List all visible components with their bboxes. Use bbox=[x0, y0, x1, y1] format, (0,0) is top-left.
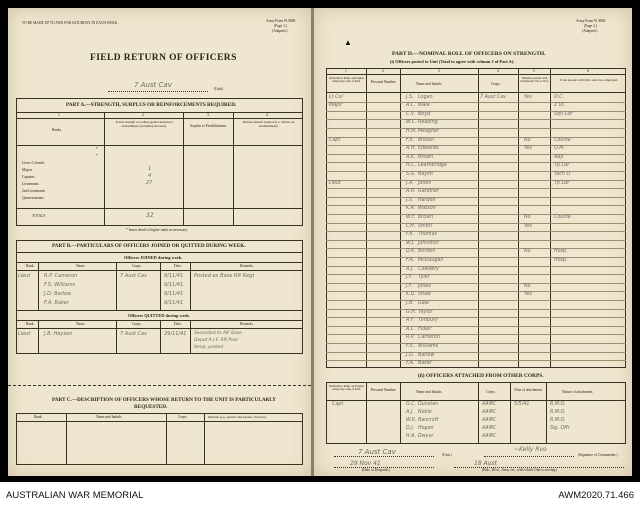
col-header: Remarks. bbox=[240, 264, 254, 268]
posted-value: 4 bbox=[148, 173, 152, 179]
joined-name: R.P. Cameron bbox=[44, 273, 78, 279]
officer-rank: Lieut bbox=[329, 180, 341, 186]
col-header-reinforcements: Reinforcements required (i.e. deficits on establishment). bbox=[242, 120, 295, 128]
officer-present: No bbox=[524, 214, 531, 220]
attached-nature: R.M.O. bbox=[550, 410, 566, 415]
officer-name: Tyler bbox=[418, 275, 430, 281]
officer-employed: Q.M. bbox=[554, 146, 565, 152]
officer-name: Brown bbox=[418, 214, 434, 220]
unit-label: (Unit.) bbox=[442, 453, 452, 457]
officer-initials: F.S. bbox=[406, 343, 415, 349]
where-label: (Bde., Divn., Area, etc., with which Unit is serving.) bbox=[482, 468, 558, 472]
quitted-corps: 7 Aust Cav bbox=[120, 331, 148, 337]
joined-date: 9/11/41 bbox=[164, 291, 184, 297]
officer-initials: J.S. bbox=[406, 197, 414, 203]
attached-initials: A.J. bbox=[406, 410, 414, 415]
part-d-sub-ii: (ii) OFFICERS ATTACHED FROM OTHER CORPS. bbox=[418, 373, 544, 379]
officer-name: Baylin bbox=[418, 171, 433, 177]
officer-present: Yes bbox=[524, 223, 532, 229]
attached-nature: Sig. Offr bbox=[550, 426, 570, 431]
attached-initials: W.K. bbox=[406, 418, 417, 423]
officer-present: Yes bbox=[524, 94, 532, 100]
star-marker: * bbox=[96, 154, 98, 158]
officer-name: Cowdery bbox=[418, 266, 440, 272]
col-header: Corps. bbox=[486, 390, 496, 394]
officer-name: Boyd bbox=[418, 111, 431, 117]
footer-unit: 7 Aust Cav bbox=[358, 448, 396, 456]
officer-initials: H.C. bbox=[406, 163, 417, 169]
officer-employed: Hosp. bbox=[554, 249, 568, 255]
officer-initials: A.L. bbox=[406, 326, 416, 332]
col-header: Rank. bbox=[26, 264, 35, 268]
attached-corps: AAMC bbox=[482, 410, 497, 415]
footnote: * Insert detail of higher ranks as necessary. bbox=[126, 228, 188, 232]
date-handwritten: 29 Nov 41 bbox=[350, 460, 381, 467]
header-note: TO BE MADE UP TO AND FOR SATURDAY IN EACH WEEK. bbox=[22, 21, 119, 25]
officer-employed: 2 I/C bbox=[554, 103, 565, 109]
army-form: Army Form W.3008. bbox=[266, 19, 296, 23]
officer-initials: J.F. bbox=[406, 283, 413, 289]
joined-remarks: Posted ex Base Rft Regt bbox=[194, 273, 255, 279]
officer-initials: J.F. bbox=[406, 275, 413, 281]
part-d-heading: PART D.—NOMINAL ROLL OF OFFICERS ON STRENGTH. bbox=[392, 51, 546, 57]
footer-source: AUSTRALIAN WAR MEMORIAL bbox=[6, 490, 144, 501]
officer-initials: G.H. bbox=[406, 309, 417, 315]
officer-name: Logan bbox=[418, 94, 433, 100]
officer-initials: A.K. bbox=[406, 154, 416, 160]
joined-name: F.A. Baker bbox=[44, 300, 70, 306]
officer-initials: H.M. bbox=[406, 128, 417, 134]
officer-present: No bbox=[524, 137, 531, 143]
officer-name: Fuller bbox=[418, 326, 432, 332]
cut-line bbox=[8, 385, 311, 386]
officer-initials: K.D. bbox=[406, 292, 416, 298]
officer-name: Taylor bbox=[418, 309, 433, 315]
col-header: Name and Initials. bbox=[96, 415, 123, 419]
rank-row: Quartermasters bbox=[22, 196, 44, 200]
part-b-heading: PART B.—PARTICULARS OF OFFICERS JOINED OR QUITTED DURING WEEK. bbox=[52, 243, 246, 249]
col-header-number: Personal Number. bbox=[370, 80, 397, 84]
officer-name: Leathbridge bbox=[418, 163, 447, 169]
attached-initials: D.J. bbox=[406, 426, 415, 431]
army-form-adapted: (Adapted.) bbox=[272, 29, 288, 33]
col-number: 2 bbox=[382, 69, 384, 73]
officer-initials: A.F. bbox=[406, 318, 415, 324]
rank-row: Captains bbox=[22, 175, 35, 179]
officer-employed: Tech O bbox=[554, 171, 571, 177]
officer-present: No bbox=[524, 283, 531, 289]
attached-name: Noble bbox=[418, 410, 432, 415]
col-number: 4 bbox=[497, 69, 499, 73]
attached-name: Dwyer bbox=[418, 434, 434, 439]
officer-initials: A.L. bbox=[406, 103, 416, 109]
col-header-employed: If not present with Unit, state how employed. bbox=[560, 78, 618, 82]
officer-initials: A.R. bbox=[406, 189, 416, 195]
army-form-adapted: (Adapted.) bbox=[582, 29, 598, 33]
quitted-name: J.B. Hayson bbox=[44, 331, 73, 337]
joined-date: 9/11/41 bbox=[164, 282, 184, 288]
part-c-heading-2: REQUESTED. bbox=[134, 404, 168, 410]
officer-name: McDougall bbox=[418, 257, 444, 263]
col-header: Personal Number. bbox=[370, 388, 397, 392]
attached-initials: H.A. bbox=[406, 434, 417, 439]
attached-rank: Capt bbox=[332, 402, 344, 407]
attached-date: 5/5/41 bbox=[514, 402, 530, 407]
officer-rank: Major bbox=[329, 103, 343, 109]
star-marker: * bbox=[96, 147, 98, 151]
posted-value: 27 bbox=[146, 180, 153, 186]
officer-name: Brown bbox=[418, 154, 434, 160]
officer-employed: Sqn Ldr bbox=[554, 111, 573, 117]
officer-present: Yes bbox=[524, 292, 532, 298]
quitted-date: 29/11/41 bbox=[164, 331, 187, 337]
commander-signature: ~Kelly Rvo bbox=[514, 446, 547, 453]
left-page bbox=[8, 8, 311, 476]
army-form-page: (Page 1.) bbox=[274, 24, 287, 28]
quitted-remarks: Seconded to AIF Base bbox=[194, 331, 242, 336]
officer-initials: D.K. bbox=[406, 249, 416, 255]
officer-name: Harden bbox=[418, 197, 436, 203]
rank-row: Majors bbox=[22, 168, 33, 172]
col-header-surplus: Surplus to Establishment. bbox=[190, 124, 227, 128]
col-header: Name. bbox=[76, 264, 86, 268]
col-header: Remarks. bbox=[240, 322, 254, 326]
officer-name: Borden bbox=[418, 249, 436, 255]
attached-name: Bancroft bbox=[418, 418, 439, 423]
officer-initials: W.J. bbox=[406, 240, 415, 246]
col-header-posted: Posted strength according against authorised establishment (excluding attached). bbox=[115, 120, 173, 128]
officer-initials: J.B. bbox=[406, 300, 414, 306]
col-header: Corps. bbox=[132, 322, 142, 326]
attached-corps: AAMC bbox=[482, 402, 497, 407]
col-header: Nature of attachment. bbox=[562, 390, 594, 394]
col-header: Date of attachment. bbox=[514, 388, 543, 392]
officer-name: Johnston bbox=[418, 240, 439, 246]
officer-initials: F.K. bbox=[406, 232, 415, 238]
attached-corps: AAMC bbox=[482, 426, 497, 431]
officer-name: Cameron bbox=[418, 335, 440, 341]
quitted-heading: Officers QUITTED during week. bbox=[128, 313, 190, 318]
attached-nature: R.M.O. bbox=[550, 418, 566, 423]
joined-date: 9/11/41 bbox=[164, 300, 184, 306]
col-header: Substantive Rank, and higher temporary rank, if held. bbox=[328, 384, 365, 392]
col-header-present: Whether present with Unit (Insert Yes or No). bbox=[520, 76, 549, 84]
col-header-ranks: Ranks. bbox=[52, 128, 62, 132]
col-header: Corps. bbox=[132, 264, 142, 268]
totals-value: 32 bbox=[146, 212, 154, 219]
posted-value: 1 bbox=[148, 166, 152, 172]
signature-label: (Signature of Commander.) bbox=[578, 453, 618, 457]
col-number: 5 bbox=[533, 69, 535, 73]
attached-corps: AAMC bbox=[482, 418, 497, 423]
officer-present: Yes bbox=[524, 146, 532, 152]
officer-employed: Course bbox=[554, 137, 571, 143]
officer-name: Smith bbox=[418, 223, 432, 229]
col-header: Name. bbox=[76, 322, 86, 326]
col-number: 1 bbox=[58, 113, 60, 117]
officer-initials: S.G. bbox=[406, 171, 416, 177]
col-number: 6 bbox=[587, 69, 589, 73]
officer-initials: L.H. bbox=[406, 223, 416, 229]
part-a-heading: PART A.—STRENGTH, SURPLUS OR REINFORCEMENTS REQUIRED. bbox=[66, 102, 237, 108]
officer-name: Wale bbox=[418, 103, 430, 109]
officer-initials: W.C. bbox=[406, 120, 417, 126]
officer-present: No bbox=[524, 249, 531, 255]
unit-handwritten: 7 Aust Cav bbox=[134, 81, 172, 89]
officer-initials: J.D. bbox=[406, 352, 415, 358]
officer-name: Reading bbox=[418, 120, 438, 126]
officer-employed: Tp Ldr bbox=[554, 180, 570, 186]
officer-employed: Tp Ldr bbox=[554, 163, 570, 169]
officer-initials: J.A. bbox=[406, 180, 414, 186]
col-header: Name and Initials. bbox=[416, 390, 443, 394]
officer-initials: K.R. bbox=[406, 206, 416, 212]
army-form: Army Form W.3008. bbox=[576, 19, 606, 23]
officer-name: Jones bbox=[418, 283, 431, 289]
officer-corps: 7 Aust Cav bbox=[480, 94, 506, 100]
attached-corps: AAMC bbox=[482, 434, 497, 439]
unit-label: (Unit) bbox=[214, 87, 223, 91]
officer-initials: J.S. bbox=[406, 94, 414, 100]
officer-name: Meagher bbox=[418, 128, 440, 134]
rank-row: 2nd Lieutenants bbox=[22, 189, 46, 193]
part-c-heading-1: PART C.—DESCRIPTION OF OFFICERS WHOSE RETURN TO THE UNIT IS PARTICULARLY bbox=[52, 397, 277, 403]
col-header-rank: Substantive Rank, and higher temporary rank, if held. bbox=[328, 76, 365, 84]
attached-initials: G.C. bbox=[406, 402, 417, 407]
officer-name: Jones bbox=[418, 180, 431, 186]
quitted-remarks: Depot A.I.F. Rft Pool bbox=[194, 338, 238, 343]
page-title: FIELD RETURN OF OFFICERS bbox=[90, 53, 237, 63]
col-number: 3 bbox=[207, 113, 209, 117]
officer-name: Williams bbox=[418, 343, 439, 349]
officer-name: Baker bbox=[418, 361, 432, 367]
officer-initials: A.H. bbox=[406, 146, 417, 152]
where-handwritten: 18 Aust bbox=[474, 460, 497, 467]
officer-name: Timbury bbox=[418, 318, 438, 324]
officer-name: Shaw bbox=[418, 292, 431, 298]
quitted-rank: Lieut bbox=[18, 331, 31, 337]
footer-accession: AWM2020.71.466 bbox=[558, 490, 634, 501]
joined-heading: Officers JOINED during week. bbox=[124, 255, 183, 260]
rank-row: Lieutenants bbox=[22, 182, 39, 186]
officer-name: Wilson bbox=[418, 137, 434, 143]
officer-employed: O.C. bbox=[554, 94, 564, 100]
officer-name: Barlow bbox=[418, 352, 435, 358]
officer-initials: R.P. bbox=[406, 335, 415, 341]
quitted-remarks: temp. posted bbox=[194, 345, 224, 350]
officer-initials: F.A. bbox=[406, 361, 415, 367]
nominal-roll-table bbox=[326, 68, 626, 368]
col-header-name: Name and Initials. bbox=[416, 82, 443, 86]
officer-name: Thomas bbox=[418, 232, 438, 238]
attached-nature: R.M.O. bbox=[550, 402, 566, 407]
army-form-page: (Page 2.) bbox=[584, 24, 597, 28]
rank-row: Lieut.-Colonels bbox=[22, 161, 45, 165]
col-header: Rank. bbox=[26, 322, 35, 326]
joined-corps: 7 Aust Cav bbox=[120, 273, 148, 279]
col-header: Rank. bbox=[34, 415, 43, 419]
col-header: Date. bbox=[174, 322, 182, 326]
unit-line bbox=[108, 91, 208, 92]
officer-initials: F.S. bbox=[406, 137, 415, 143]
totals-label: TOTALS bbox=[32, 214, 46, 218]
officer-employed: Course bbox=[554, 214, 571, 220]
part-d-sub-i: (i) Officers posted to Unit (Total to agree with column 2 of Part A). bbox=[390, 59, 515, 64]
officer-name: Gale bbox=[418, 300, 429, 306]
col-number: 3 bbox=[438, 69, 440, 73]
officer-initials: F.A. bbox=[406, 257, 415, 263]
date-label: (Date of Despatch.) bbox=[362, 468, 391, 472]
officer-initials: C.V. bbox=[406, 111, 416, 117]
officer-initials: A.J. bbox=[406, 266, 414, 272]
officer-name: Watson bbox=[418, 206, 436, 212]
attached-name: Hogan bbox=[418, 426, 434, 431]
officer-employed: Hosp. bbox=[554, 257, 568, 263]
joined-rank: Lieut bbox=[18, 273, 31, 279]
col-number: 2 bbox=[142, 113, 144, 117]
officer-name: Gardiner bbox=[418, 189, 439, 195]
right-page bbox=[314, 8, 632, 476]
archive-footer bbox=[0, 482, 640, 507]
col-header: Corps. bbox=[178, 415, 188, 419]
broad-arrow-icon: ▲ bbox=[344, 38, 352, 47]
col-header-corps: Corps. bbox=[491, 82, 501, 86]
officer-initials: W.F. bbox=[406, 214, 416, 220]
officer-rank: Lt Col bbox=[329, 94, 343, 100]
officer-employed: Adjt bbox=[554, 154, 564, 160]
attached-name: Dunstan bbox=[418, 402, 439, 407]
col-number: 1 bbox=[345, 69, 347, 73]
col-number: 4 bbox=[266, 113, 268, 117]
joined-name: F.S. Williams bbox=[44, 282, 76, 288]
col-header: Remarks (e.g., present whereabouts, if known). bbox=[208, 415, 267, 419]
col-header: Date. bbox=[174, 264, 182, 268]
joined-date: 9/11/41 bbox=[164, 273, 184, 279]
officer-rank: Capt bbox=[329, 137, 341, 143]
joined-name: J.D. Barlow bbox=[44, 291, 72, 297]
officer-name: Edwards bbox=[418, 146, 439, 152]
